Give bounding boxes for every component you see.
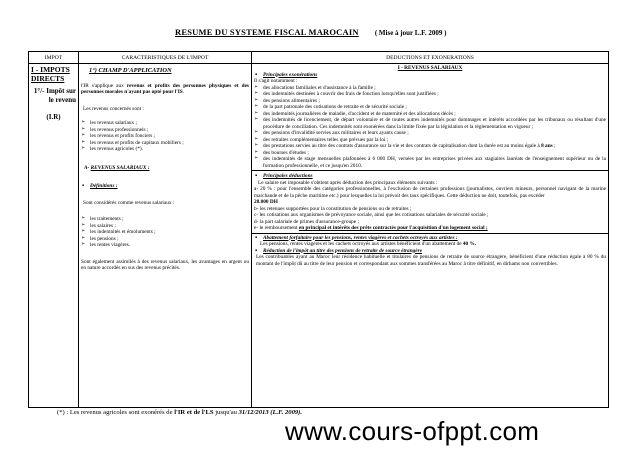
list-item: ➢ les revenus et profits de capitaux mobiliers ;	[81, 140, 249, 147]
abattement-heading: ▪ Abattement forfaitaire pour les pensions, rentes viagères et cachets octroyés aux artistes :	[254, 235, 606, 242]
deduction-b: b- les retenues supportées pour la constitution de pensions ou de retraites ;	[254, 205, 412, 212]
list-item: ➢ les pensions ;	[81, 236, 249, 243]
definitions-heading: ▪ Définitions :	[81, 183, 249, 190]
deduction-d: d- la part salariale de primes d'assurance-groupe ;	[254, 218, 359, 225]
exonerations-intro: Il s'agit notamment :	[254, 78, 298, 84]
deductions-intro: Le salaire net imposable s'obtient après déduction des principaux éléments suivants :	[258, 179, 438, 186]
list-item: ➢ des indemnités journalières de maladie, d'accident et de maternité et des allocations décès ;	[254, 111, 606, 118]
list-item: ➢ des pensions alimentaires ;	[254, 98, 606, 105]
exonerations-heading: ▪ Principales exonérations	[254, 72, 606, 79]
ir-abbrev-label: (I.R)	[46, 113, 61, 121]
deduction-a: a- 20 % : pour l'ensemble des catégories professionnelles, à l'exclusion de certaines professions (journalistes, ouvriers mineurs, personnel navigant de la marine marchande et de la pêche maritime etc.) pour lesquelles la loi prévoit des taux spécifiques. Cette déduction ne doit, toutefois, pas excéder 28.000 DH	[254, 186, 606, 205]
impot-cell	[29, 64, 79, 408]
table-row	[29, 64, 609, 408]
deductions-heading: ▪ Principales déductions	[254, 173, 606, 180]
watermark-text: www.cours-ofppt.com	[285, 416, 540, 446]
reduction-text: Les contribuables ayant au Maroc leur résidence habituelle et titulaires de pensions de retraite de source étrangère, bénéficient d'une réduction égale à 80 % du montant de l'impôt dû au titre de leur pension et correspondant aux sommes transférées au Maroc à titre définitif, en dirhams non convertibles.	[256, 254, 606, 267]
list-item: ➢ les revenus agricoles (*).	[81, 146, 249, 153]
list-item: ➢ des retraites complémentaires telles que prévues par la loi ;	[254, 137, 606, 144]
revenus-list	[81, 120, 249, 153]
avantages-text: Sont également assimilés à des revenus salariaux, les avantages en argent ou en nature accordés en sus des revenus précités.	[81, 258, 249, 271]
tax-summary-table	[28, 51, 609, 408]
list-item: ➢ les revenus et profits fonciers ;	[81, 133, 249, 140]
revenus-consideres-label: Sont considérés comme revenus salariaux :	[83, 199, 175, 206]
reduction-heading: ▪ Réduction de l'impôt au titre des pensions de retraite de source étrangère	[254, 248, 606, 255]
list-item: ➢ des indemnités de licenciement, de départ volontaire et de toutes autres indemnités pour dommages et intérêts accordées par les tribunaux ou résultant d'une procédure de conciliation. Ces indemnités sont exonérées dans la limite fixée par la législation et la réglementation en vigueur ;	[254, 117, 606, 130]
divider	[252, 233, 608, 234]
list-item: ➢ les revenus salariaux ;	[81, 120, 249, 127]
abattement-text: Les pensions, rentes viagères et les cachets octroyés aux artistes bénéficient d'un abattement de 40 %.	[260, 241, 477, 247]
header-deductions: DEDUCTIONS ET EXONERATIONS	[252, 52, 609, 64]
header-impot: IMPOT	[29, 52, 79, 64]
impots-directs-label: I - IMPOTS DIRECTS	[31, 65, 70, 83]
revenus-concernes-label: Les revenus concernés sont :	[83, 105, 144, 112]
revenus-salariaux-heading: A- REVENUS SALARIAUX :	[84, 164, 150, 171]
impot-revenu-label: 1°/- Impôt sur le revenu	[33, 87, 76, 104]
champ-application-heading: 1°) CHAMP D'APPLICATION	[89, 67, 172, 74]
list-item: ➢ les rentes viagères.	[81, 242, 249, 249]
ir-intro-text: l'IR s'applique aux revenus et profits des personnes physiques et des personnes morales n'ayant pas opté pour l'IS.	[81, 82, 249, 95]
list-item: ➢ de la part patronale des cotisations de retraite et de sécurité sociale ;	[254, 104, 606, 111]
deductions-cell	[252, 64, 609, 408]
divider	[252, 170, 608, 171]
list-item: ➢ des indemnités destinées à couvrir des frais de fonction lorsqu'elles sont justifiées ;	[254, 91, 606, 98]
list-item: ➢ des prestations servies au titre des contrats d'assurance sur la vie et des contrats de capitalisation dont la durée est au moins égale à 8 ans ;	[254, 143, 606, 150]
list-item: ➢ les indemnités et émoluments ;	[81, 229, 249, 236]
exonerations-list	[254, 85, 606, 170]
list-item: ➢ des pensions d'invalidité servies aux militaires et leurs ayants cause ;	[254, 130, 606, 137]
caracteristiques-cell	[79, 64, 252, 408]
deduction-e: e- le remboursement en principal et intérêts des prêts contractés pour l'acquisition d'un logement social ;	[254, 225, 488, 231]
header-caracteristiques: CARACTERISTIQUES DE L'IMPOT	[79, 52, 252, 64]
document-title: RESUME DU SYSTEME FISCAL MAROCAIN	[175, 27, 359, 37]
header-row	[29, 52, 609, 64]
deduction-c: c- les cotisations aux organismes de prévoyance sociale, ainsi que les cotisations salariales de sécurité sociale ;	[254, 212, 489, 218]
list-item: ➢ les salaires ;	[81, 223, 249, 230]
document-title-row	[175, 27, 575, 37]
revenus-salariaux-list	[81, 216, 249, 249]
list-item: ➢ les traitements ;	[81, 216, 249, 223]
list-item: ➢ des indemnités de stage mensuelles plafonnées à 6 000 DH, versées par les entreprises privées aux stagiaires lauréats de l'enseignement supérieur ou de la formation professionnelle, et ce jusqu'en 2010.	[254, 156, 606, 169]
document-subtitle: ( Mise à jour L.F. 2009 )	[374, 29, 447, 37]
list-item: ➢ les revenus professionnels ;	[81, 127, 249, 134]
footnote: (*) : Les revenus agricoles sont exonérés de l'IR et de l'LS jusqu'au 31/12/2013 (L.F. 2009).	[57, 409, 303, 416]
list-item: ➢ des bourses d'études ;	[254, 150, 606, 157]
list-item: ➢ des allocations familiales et d'assistance à la famille ;	[254, 85, 606, 92]
revenus-salariaux-title: I - REVENUS SALARIAUX	[397, 65, 463, 71]
